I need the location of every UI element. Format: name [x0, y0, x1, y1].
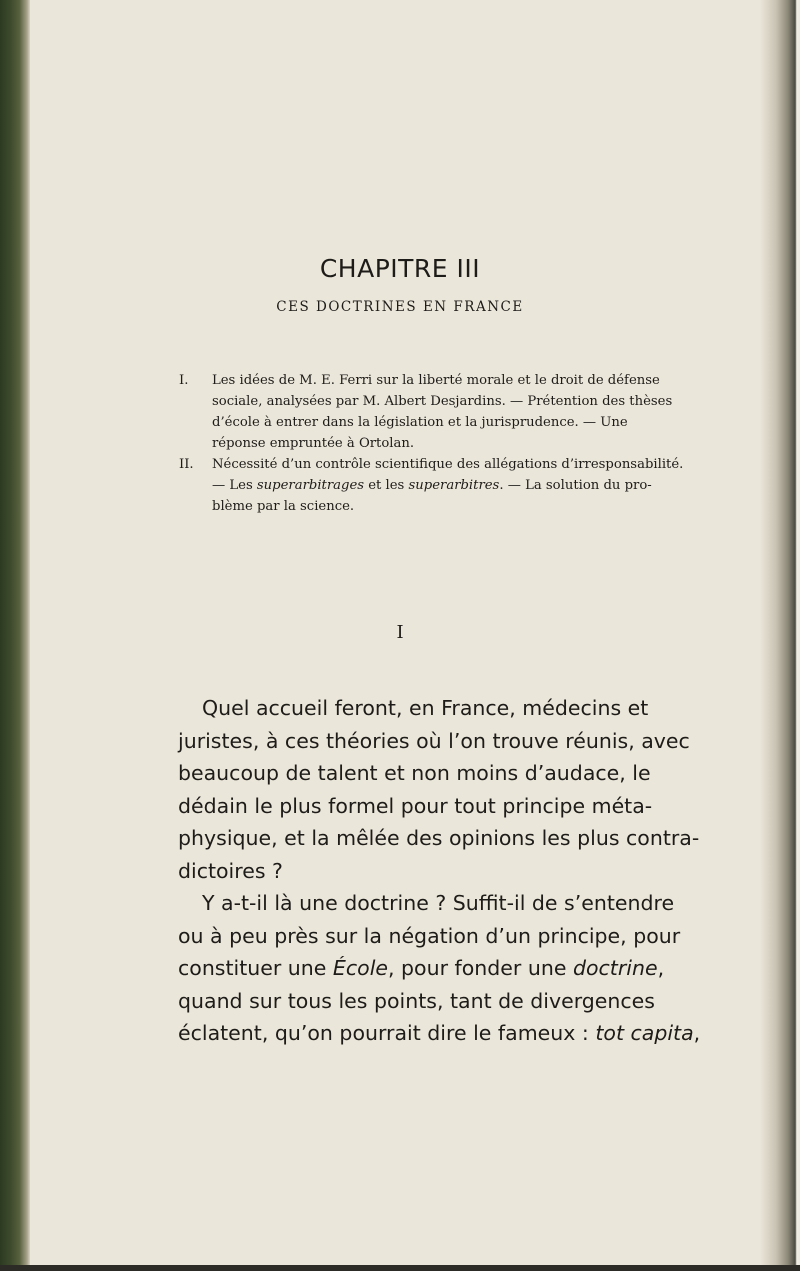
body-line: [178, 952, 768, 985]
body-line: dédain le plus formel pour tout principe méta-: [178, 793, 653, 818]
summary-line: sociale, analysées par M. Albert Desjardins. — Prétention des thèses: [212, 394, 673, 409]
summary-line: d’école à entrer dans la législation et la jurisprudence. — Une: [212, 415, 628, 430]
summary-italic-term: superarbitrages: [256, 478, 365, 493]
body-line: Quel accueil feront, en France, médecins et: [202, 696, 649, 720]
chapter-title: CHAPITRE III: [319, 254, 481, 283]
body-line: juristes, à ces théories où l’on trouve réunis, avec: [178, 728, 690, 753]
body-text-run: ,: [657, 956, 665, 980]
summary-italic-term: superarbitres: [408, 478, 500, 493]
body-line: physique, et la mêlée des opinions les plus contra-: [178, 826, 700, 850]
summary-line: [212, 475, 759, 496]
body-italic-term: tot capita: [595, 1021, 694, 1045]
body-text-run: ,: [693, 1021, 701, 1045]
body-text-run: éclatent, qu’on pourrait dire le fameux :: [178, 1021, 596, 1045]
summary-item-number: II.: [179, 457, 194, 472]
summary-item: [179, 370, 759, 454]
summary-text: . — La solution du pro-: [499, 478, 652, 493]
chapter-summary: [179, 370, 759, 517]
body-text-run: constituer une: [178, 956, 333, 980]
summary-line: Les idées de M. E. Ferri sur la liberté morale et le droit de défense: [212, 373, 660, 388]
summary-text: et les: [364, 478, 409, 493]
body-line: [178, 1017, 768, 1050]
body-text: [178, 692, 768, 1050]
body-line: quand sur tous les points, tant de divergences: [178, 988, 655, 1013]
body-italic-term: École: [332, 956, 388, 980]
body-text-run: , pour fonder une: [388, 956, 573, 980]
body-line: beaucoup de talent et non moins d’audace, le: [178, 761, 651, 785]
summary-line: Nécessité d’un contrôle scientifique des allégations d’irresponsabilité.: [212, 457, 684, 472]
body-line: ou à peu près sur la négation d’un principe, pour: [178, 923, 681, 948]
summary-text: — Les: [212, 478, 257, 493]
body-italic-term: doctrine: [572, 956, 658, 980]
summary-item-number: I.: [179, 373, 189, 388]
summary-item: [179, 454, 759, 517]
summary-line: blème par la science.: [212, 499, 355, 514]
body-line: Y a-t-il là une doctrine ? Suffit-il de s’entendre: [202, 891, 675, 915]
chapter-subtitle: CES DOCTRINES EN FRANCE: [276, 299, 524, 315]
section-number: I: [396, 622, 404, 643]
body-line: dictoires ?: [178, 858, 283, 883]
page-bottom-edge: [0, 1265, 800, 1271]
summary-line: réponse empruntée à Ortolan.: [212, 436, 415, 451]
